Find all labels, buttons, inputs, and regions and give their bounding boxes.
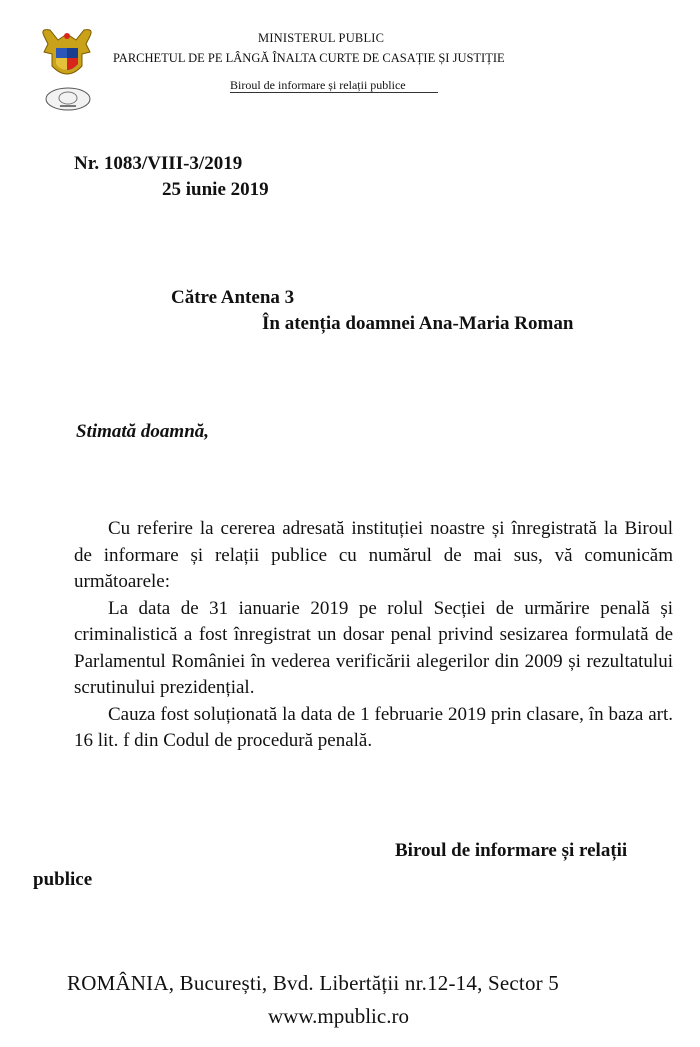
letter-date: 25 iunie 2019 <box>162 179 269 200</box>
body-paragraph: La data de 31 ianuarie 2019 pe rolul Secției de urmărire penală și criminalistică a fost înregistrat un dosar penal privind sesizarea formulată de Parlamentul României în vederea verificării alegerilor din 2009 și rezultatului scrutinului prezidențial. <box>74 597 673 698</box>
romania-seal-icon <box>44 86 92 112</box>
header-institution: MINISTERUL PUBLIC <box>258 31 385 45</box>
recipient: Către Antena 3 <box>171 287 295 308</box>
reference-number: Nr. 1083/VIII-3/2019 <box>74 153 243 174</box>
romanian-coat-of-arms-icon <box>38 26 96 84</box>
greeting: Stimată doamnă, <box>76 421 210 442</box>
body-paragraph: Cauza fost soluționată la data de 1 februarie 2019 prin clasare, în baza art. 16 lit. f din Codul de procedură penală. <box>74 703 673 751</box>
letter-body <box>74 516 673 755</box>
attention-line: În atenția doamnei Ana-Maria Roman <box>262 313 574 334</box>
header-department: Biroul de informare și relații publice <box>230 78 406 92</box>
footer-address: ROMÂNIA, București, Bvd. Libertății nr.12-14, Sector 5 <box>67 971 559 995</box>
body-paragraph: Cu referire la cererea adresată instituției noastre și înregistrată la Biroul de informare și relații publice cu numărul de mai sus, vă comunicăm următoarele: <box>74 518 673 592</box>
signature-line-continued: publice <box>33 869 93 890</box>
footer-website[interactable]: www.mpublic.ro <box>268 1004 409 1028</box>
signature-line: Biroul de informare și relații <box>395 840 628 861</box>
header-office: PARCHETUL DE PE LÂNGĂ ÎNALTA CURTE DE CASAȚIE ȘI JUSTIȚIE <box>113 51 505 65</box>
header-divider <box>230 92 438 93</box>
